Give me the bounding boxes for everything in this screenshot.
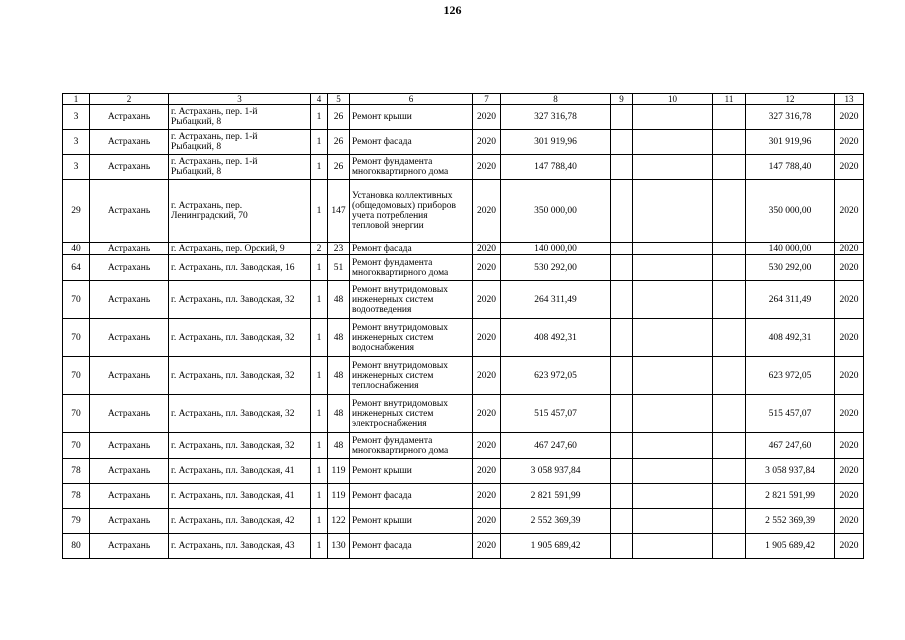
address-cell: г. Астрахань, пл. Заводская, 41 [169,459,311,484]
completion-year-cell: 2020 [835,255,864,281]
municipality-cell: Астрахань [90,433,169,459]
fund-cost-cell: 467 247,60 [746,433,835,459]
apartments-count-cell: 130 [328,534,350,559]
fund-cost-cell: 530 292,00 [746,255,835,281]
column-header: 8 [501,94,611,105]
municipality-cell: Астрахань [90,357,169,395]
plan-year-cell: 2020 [473,105,501,130]
building-entrance-cell: 1 [311,509,328,534]
completion-year-cell: 2020 [835,509,864,534]
municipality-cell: Астрахань [90,281,169,319]
row-number-cell: 3 [63,130,90,155]
apartments-count-cell: 119 [328,459,350,484]
column-header: 12 [746,94,835,105]
fund-cost-cell: 623 972,05 [746,357,835,395]
building-entrance-cell: 1 [311,433,328,459]
plan-year-cell: 2020 [473,180,501,243]
col-11-cell [713,395,746,433]
column-header: 5 [328,94,350,105]
col-10-cell [633,180,713,243]
col-9-cell [611,319,633,357]
col-9-cell [611,155,633,180]
apartments-count-cell: 48 [328,281,350,319]
building-entrance-cell: 1 [311,484,328,509]
completion-year-cell: 2020 [835,180,864,243]
total-cost-cell: 301 919,96 [501,130,611,155]
col-9-cell [611,180,633,243]
col-10-cell [633,130,713,155]
work-type-cell: Установка коллективных (общедомовых) приборов учета потребления тепловой энергии [350,180,473,243]
column-header: 6 [350,94,473,105]
completion-year-cell: 2020 [835,105,864,130]
apartments-count-cell: 48 [328,357,350,395]
col-11-cell [713,319,746,357]
row-number-cell: 29 [63,180,90,243]
col-9-cell [611,255,633,281]
work-type-cell: Ремонт фасада [350,484,473,509]
col-11-cell [713,155,746,180]
col-10-cell [633,459,713,484]
table-row [63,459,864,484]
row-number-cell: 70 [63,319,90,357]
work-type-cell: Ремонт крыши [350,509,473,534]
table-row [63,155,864,180]
completion-year-cell: 2020 [835,130,864,155]
col-9-cell [611,534,633,559]
column-header: 2 [90,94,169,105]
completion-year-cell: 2020 [835,155,864,180]
apartments-count-cell: 119 [328,484,350,509]
plan-year-cell: 2020 [473,319,501,357]
column-header: 3 [169,94,311,105]
total-cost-cell: 530 292,00 [501,255,611,281]
column-header: 11 [713,94,746,105]
fund-cost-cell: 327 316,78 [746,105,835,130]
col-11-cell [713,433,746,459]
column-header: 13 [835,94,864,105]
col-9-cell [611,459,633,484]
column-header: 7 [473,94,501,105]
work-type-cell: Ремонт внутридомовых инженерных систем водоснабжения [350,319,473,357]
total-cost-cell: 623 972,05 [501,357,611,395]
apartments-count-cell: 48 [328,395,350,433]
col-10-cell [633,319,713,357]
column-header: 9 [611,94,633,105]
col-10-cell [633,395,713,433]
row-number-cell: 40 [63,243,90,255]
address-cell: г. Астрахань, пер. 1-й Рыбацкий, 8 [169,105,311,130]
municipality-cell: Астрахань [90,105,169,130]
apartments-count-cell: 48 [328,433,350,459]
col-9-cell [611,243,633,255]
plan-year-cell: 2020 [473,484,501,509]
fund-cost-cell: 515 457,07 [746,395,835,433]
municipality-cell: Астрахань [90,509,169,534]
plan-year-cell: 2020 [473,243,501,255]
apartments-count-cell: 23 [328,243,350,255]
plan-year-cell: 2020 [473,509,501,534]
col-10-cell [633,255,713,281]
municipality-cell: Астрахань [90,180,169,243]
address-cell: г. Астрахань, пл. Заводская, 43 [169,534,311,559]
page-number: 126 [443,3,462,17]
fund-cost-cell: 1 905 689,42 [746,534,835,559]
address-cell: г. Астрахань, пер. Ленинградский, 70 [169,180,311,243]
row-number-cell: 64 [63,255,90,281]
municipality-cell: Астрахань [90,459,169,484]
address-cell: г. Астрахань, пер. Орский, 9 [169,243,311,255]
apartments-count-cell: 26 [328,105,350,130]
col-9-cell [611,105,633,130]
address-cell: г. Астрахань, пл. Заводская, 32 [169,395,311,433]
address-cell: г. Астрахань, пер. 1-й Рыбацкий, 8 [169,155,311,180]
completion-year-cell: 2020 [835,534,864,559]
row-number-cell: 3 [63,155,90,180]
fund-cost-cell: 264 311,49 [746,281,835,319]
total-cost-cell: 147 788,40 [501,155,611,180]
building-entrance-cell: 1 [311,534,328,559]
plan-year-cell: 2020 [473,459,501,484]
total-cost-cell: 515 457,07 [501,395,611,433]
fund-cost-cell: 408 492,31 [746,319,835,357]
fund-cost-cell: 2 552 369,39 [746,509,835,534]
apartments-count-cell: 26 [328,155,350,180]
building-entrance-cell: 2 [311,243,328,255]
municipality-cell: Астрахань [90,243,169,255]
plan-year-cell: 2020 [473,155,501,180]
completion-year-cell: 2020 [835,243,864,255]
row-number-cell: 70 [63,281,90,319]
table-row [63,105,864,130]
address-cell: г. Астрахань, пл. Заводская, 32 [169,357,311,395]
work-type-cell: Ремонт фундамента многоквартирного дома [350,433,473,459]
completion-year-cell: 2020 [835,484,864,509]
column-header: 4 [311,94,328,105]
municipality-cell: Астрахань [90,534,169,559]
col-9-cell [611,395,633,433]
row-number-cell: 70 [63,357,90,395]
fund-cost-cell: 147 788,40 [746,155,835,180]
plan-year-cell: 2020 [473,433,501,459]
work-type-cell: Ремонт фасада [350,243,473,255]
building-entrance-cell: 1 [311,155,328,180]
apartments-count-cell: 147 [328,180,350,243]
table-row [63,509,864,534]
col-10-cell [633,281,713,319]
fund-cost-cell: 3 058 937,84 [746,459,835,484]
work-type-cell: Ремонт фасада [350,534,473,559]
completion-year-cell: 2020 [835,433,864,459]
completion-year-cell: 2020 [835,319,864,357]
apartments-count-cell: 48 [328,319,350,357]
col-9-cell [611,433,633,459]
col-11-cell [713,180,746,243]
table-body [63,105,864,559]
row-number-cell: 80 [63,534,90,559]
row-number-cell: 78 [63,459,90,484]
table-row [63,281,864,319]
column-number-row [63,94,864,105]
municipality-cell: Астрахань [90,484,169,509]
work-type-cell: Ремонт фундамента многоквартирного дома [350,155,473,180]
completion-year-cell: 2020 [835,395,864,433]
address-cell: г. Астрахань, пл. Заводская, 16 [169,255,311,281]
plan-year-cell: 2020 [473,281,501,319]
fund-cost-cell: 140 000,00 [746,243,835,255]
table-row [63,243,864,255]
address-cell: г. Астрахань, пер. 1-й Рыбацкий, 8 [169,130,311,155]
work-type-cell: Ремонт внутридомовых инженерных систем теплоснабжения [350,357,473,395]
municipality-cell: Астрахань [90,155,169,180]
plan-year-cell: 2020 [473,130,501,155]
building-entrance-cell: 1 [311,319,328,357]
plan-year-cell: 2020 [473,357,501,395]
col-11-cell [713,459,746,484]
address-cell: г. Астрахань, пл. Заводская, 41 [169,484,311,509]
completion-year-cell: 2020 [835,357,864,395]
fund-cost-cell: 2 821 591,99 [746,484,835,509]
table-row [63,484,864,509]
building-entrance-cell: 1 [311,180,328,243]
total-cost-cell: 467 247,60 [501,433,611,459]
col-11-cell [713,509,746,534]
col-11-cell [713,255,746,281]
table-row [63,255,864,281]
row-number-cell: 78 [63,484,90,509]
col-11-cell [713,105,746,130]
column-header: 1 [63,94,90,105]
col-10-cell [633,484,713,509]
building-entrance-cell: 1 [311,459,328,484]
col-10-cell [633,509,713,534]
municipality-cell: Астрахань [90,130,169,155]
fund-cost-cell: 350 000,00 [746,180,835,243]
col-9-cell [611,130,633,155]
plan-year-cell: 2020 [473,255,501,281]
total-cost-cell: 2 821 591,99 [501,484,611,509]
completion-year-cell: 2020 [835,281,864,319]
apartments-count-cell: 51 [328,255,350,281]
work-type-cell: Ремонт фундамента многоквартирного дома [350,255,473,281]
municipality-cell: Астрахань [90,255,169,281]
col-10-cell [633,155,713,180]
work-type-cell: Ремонт фасада [350,130,473,155]
building-entrance-cell: 1 [311,395,328,433]
col-11-cell [713,281,746,319]
col-9-cell [611,357,633,395]
col-10-cell [633,534,713,559]
address-cell: г. Астрахань, пл. Заводская, 42 [169,509,311,534]
building-entrance-cell: 1 [311,281,328,319]
municipality-cell: Астрахань [90,319,169,357]
total-cost-cell: 3 058 937,84 [501,459,611,484]
table-row [63,130,864,155]
apartments-count-cell: 26 [328,130,350,155]
fund-cost-cell: 301 919,96 [746,130,835,155]
col-10-cell [633,357,713,395]
total-cost-cell: 350 000,00 [501,180,611,243]
completion-year-cell: 2020 [835,459,864,484]
building-entrance-cell: 1 [311,105,328,130]
total-cost-cell: 2 552 369,39 [501,509,611,534]
capital-repair-table [62,93,864,559]
table-row [63,180,864,243]
row-number-cell: 3 [63,105,90,130]
table-row [63,534,864,559]
col-10-cell [633,105,713,130]
col-11-cell [713,357,746,395]
address-cell: г. Астрахань, пл. Заводская, 32 [169,319,311,357]
work-type-cell: Ремонт крыши [350,105,473,130]
col-10-cell [633,433,713,459]
total-cost-cell: 1 905 689,42 [501,534,611,559]
row-number-cell: 79 [63,509,90,534]
building-entrance-cell: 1 [311,130,328,155]
col-11-cell [713,534,746,559]
col-11-cell [713,484,746,509]
address-cell: г. Астрахань, пл. Заводская, 32 [169,433,311,459]
total-cost-cell: 327 316,78 [501,105,611,130]
col-9-cell [611,281,633,319]
col-11-cell [713,243,746,255]
col-11-cell [713,130,746,155]
address-cell: г. Астрахань, пл. Заводская, 32 [169,281,311,319]
plan-year-cell: 2020 [473,534,501,559]
table-row [63,357,864,395]
plan-year-cell: 2020 [473,395,501,433]
apartments-count-cell: 122 [328,509,350,534]
col-9-cell [611,509,633,534]
table-row [63,319,864,357]
municipality-cell: Астрахань [90,395,169,433]
total-cost-cell: 408 492,31 [501,319,611,357]
column-header: 10 [633,94,713,105]
work-type-cell: Ремонт внутридомовых инженерных систем водоотведения [350,281,473,319]
col-9-cell [611,484,633,509]
total-cost-cell: 140 000,00 [501,243,611,255]
row-number-cell: 70 [63,395,90,433]
table-row [63,433,864,459]
building-entrance-cell: 1 [311,255,328,281]
building-entrance-cell: 1 [311,357,328,395]
col-10-cell [633,243,713,255]
work-type-cell: Ремонт внутридомовых инженерных систем электроснабжения [350,395,473,433]
row-number-cell: 70 [63,433,90,459]
total-cost-cell: 264 311,49 [501,281,611,319]
table-row [63,395,864,433]
work-type-cell: Ремонт крыши [350,459,473,484]
